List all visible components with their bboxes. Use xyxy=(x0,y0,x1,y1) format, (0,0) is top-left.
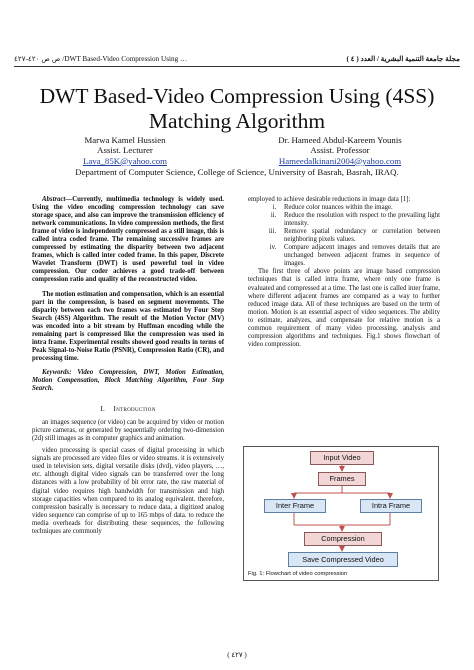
header-right: مجلة جامعة التنمية البشرية / العدد ( ٤ ) xyxy=(346,54,460,63)
header-rule xyxy=(14,66,460,67)
intro-paragraph-2: video processing is special cases of digital processing in which signals are processed are video files or video streams. it is extensively used in television sets, digital versatile disks (dvd), video players, …, etc. although digital video signals can be transferred over the long distances with a low probability of bit error rate, the raw material of digital video requires high bandwidth for transmission and high storage capacities when compared to its analog equivalent. therefore, compression basically is necessary to reduce data, a digitized analog video sequence can comprise of up to 165 mbps of data. to reduce the media overheads for distributing these sequences, the following techniques are commonly xyxy=(32,447,224,535)
right-column xyxy=(248,196,440,349)
box-compression: Compression xyxy=(304,532,382,546)
keywords: Keywords: Video Compression, DWT, Motion Estimation, Motion Compensation, Block Matching Algorithm, Four Step Search. xyxy=(32,368,224,393)
running-header xyxy=(14,52,460,64)
department-line: Department of Computer Science, College of Science, University of Basrah, Basrah, IRAQ. xyxy=(75,167,399,177)
list-item: iv. Compare adjacent images and removes details that are unchanged between adjacent frames in sequence of images. xyxy=(278,244,440,268)
left-column xyxy=(32,196,224,536)
figure-caption: Fig. 1: Flowchart of video compression xyxy=(248,571,348,577)
list-item: iii. Remove spatial redundancy or correlation between neighboring pixels values. xyxy=(278,228,440,244)
intro-paragraph-1: an images sequence (or video) can be acquired by video or motion picture cameras, or generated by sequentially ordering two-dimension (2d) still images as in computer graphics and animation. xyxy=(32,419,224,443)
section-number: I. xyxy=(100,405,106,414)
box-save-compressed-video: Save Compressed Video xyxy=(288,552,398,567)
author-1-email-link[interactable]: Lava_85K@yahoo.com xyxy=(82,155,168,166)
box-frames: Frames xyxy=(318,472,366,486)
box-inter-frame: Inter Frame xyxy=(264,499,326,513)
author-2-email-link[interactable]: Hameedalkinani2004@yahoo.com xyxy=(278,155,402,166)
list-item: ii. Reduce the resolution with respect to the prevailing light intensity. xyxy=(278,212,440,228)
author-2-name: Dr. Hameed Abdul-Kareem Younis xyxy=(278,135,402,145)
list-item: i. Reduce color nuances within the image. xyxy=(278,204,440,212)
box-input-video: Input Video xyxy=(310,451,374,465)
section-title: Introduction xyxy=(113,405,156,414)
author-block-1 xyxy=(40,135,210,166)
page-number: ( ٤٢٧ ) xyxy=(227,651,247,659)
abstract-paragraph-2: The motion estimation and compensation, which is an essential part in the compression, is based on segment movements. The disparity between each two frames was estimated by Four Step Search (4SS) Algorithm. The result of the Motion Vector (MV) was encoded into a bit stream by Huffman encoding while the remaining part is compressed like the compression was used in intra frame. Experimental results showed good results in terms of Peak Signal-to-Noise Ratio (PSNR), Compression Ratio (CR), and processing time. xyxy=(32,290,224,362)
list-intro-line: employed to achieve desirable reductions in image data [1]: xyxy=(248,196,411,203)
author-2-role: Assist. Professor xyxy=(310,145,370,156)
abstract-paragraph-1: Abstract—Currently, multimedia technology is widely used. Using the video encoding compression technology can save storage space, and also can improve the transmission efficiency of network communications. In video compression methods, the first frame of video is independently compressed as a still image, this is called intra coded frame. The remaining successive frames are compressed by estimating the disparity between two adjacent frames, which is called inter coded frame. In this paper, Discrete Wavelet Transform (DWT) is used powerful tool in video compression. Our coder achieves a good trade-off between compression ratio and quality of the reconstructed video. xyxy=(32,196,224,284)
author-1-role: Assist. Lecturer xyxy=(97,145,153,156)
author-1-name: Marwa Kamel Hussien xyxy=(84,135,166,145)
abstract-text-1: Currently, multimedia technology is widely used. Using the video encoding compression technology can save storage space, and also can improve the transmission efficiency of network communications. In video compression methods, the first frame of video is independently compressed as a still image, this is called intra coded frame. The remaining successive frames are compressed by estimating the disparity between two adjacent frames, which is called inter coded frame. In this paper, Discrete Wavelet Transform (DWT) is used powerful tool in video compression. Our coder achieves a good trade-off between compression ratio and quality of the reconstructed video. xyxy=(32,196,224,284)
author-block-2 xyxy=(250,135,430,166)
techniques-list xyxy=(248,204,440,268)
paper-title xyxy=(0,84,474,134)
right-paragraph: The first three of above points are image based compression techniques that is called intra frame, where only one frame is evaluated and compressed at a time. The last one is called inter frame, where different adjacent frames are compared as a way to further reduced image data. All of these techniques are based on the term of motion. Motion is an essential aspect of video sequences. The ability to estimate, analyzes, and compensate for relative motion is a common requirement of many video processing, analysis and compression algorithms and techniques. Fig.1 shows flowchart of video compression. xyxy=(248,268,440,348)
box-intra-frame: Intra Frame xyxy=(360,499,422,513)
title-line-1: DWT Based-Video Compression Using (4SS) xyxy=(39,84,435,108)
figure-1-flowchart xyxy=(243,446,439,581)
title-line-2: Matching Algorithm xyxy=(148,109,326,133)
section-heading-introduction xyxy=(32,405,224,413)
header-left: ص ص ٤٢٠-٤٢٧ /DWT Based-Video Compression Using … xyxy=(14,54,188,63)
abstract-label: Abstract xyxy=(42,196,66,203)
